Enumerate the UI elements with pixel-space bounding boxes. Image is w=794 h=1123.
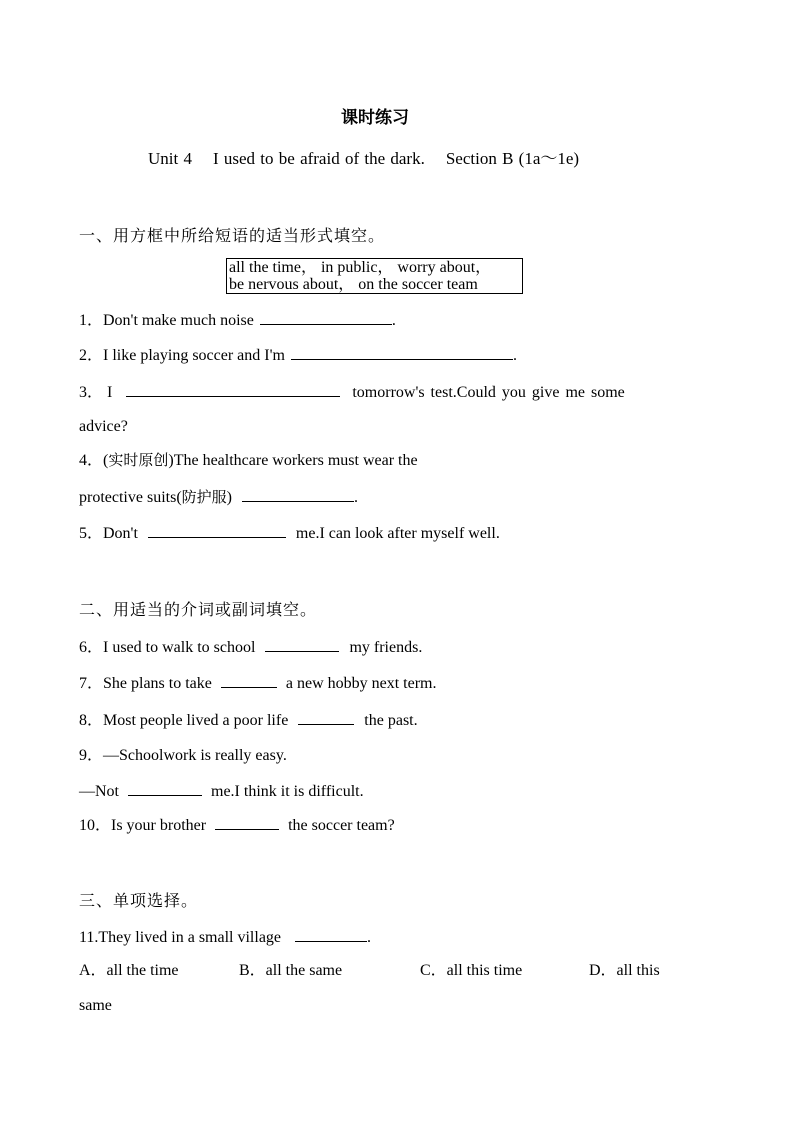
question-5 <box>79 523 500 544</box>
option-c[interactable]: C．all this time <box>420 962 523 979</box>
phrase-box <box>226 258 523 294</box>
page-title: 课时练习 <box>341 108 409 127</box>
option-d-continued: same <box>79 997 112 1014</box>
option-d[interactable]: D．all this <box>589 962 660 979</box>
question-1-text: 1．Don't make much noise <box>79 312 254 329</box>
question-8-text-after: the past. <box>364 712 418 729</box>
question-3 <box>79 382 679 403</box>
question-6-text-after: my friends. <box>349 639 423 656</box>
option-a[interactable]: A．all the time <box>79 962 179 979</box>
question-9-response <box>79 781 364 802</box>
question-4-cont-cn: 防护服 <box>181 488 227 506</box>
question-4-text: )The healthcare workers must wear the <box>168 452 418 469</box>
question-4-continued <box>79 487 358 508</box>
question-3-text-after: tomorrow's test.Could you give me some <box>352 384 625 401</box>
question-10-text: 10．Is your brother <box>79 817 207 834</box>
question-2-end: . <box>512 347 517 364</box>
answer-blank-4[interactable] <box>242 487 354 502</box>
section1-heading: 一、用方框中所给短语的适当形式填空。 <box>79 226 386 245</box>
section2-heading: 二、用适当的介词或副词填空。 <box>79 600 318 619</box>
question-4-cont-close: ) <box>226 489 232 506</box>
question-9-response-after: me.I think it is difficult. <box>211 783 364 800</box>
question-1-end: . <box>391 312 396 329</box>
answer-blank-7[interactable] <box>221 673 277 688</box>
answer-blank-5[interactable] <box>148 523 286 538</box>
phrase-box-line-2: be nervous about， on the soccer team <box>229 276 478 293</box>
question-2-text: 2．I like playing soccer and I'm <box>79 347 285 364</box>
question-8 <box>79 710 418 731</box>
answer-blank-1[interactable] <box>260 310 392 325</box>
question-11-options <box>79 961 679 981</box>
question-3-continued: advice? <box>79 418 128 435</box>
answer-blank-10[interactable] <box>215 815 279 830</box>
option-b[interactable]: B．all the same <box>239 962 343 979</box>
question-6-text: 6．I used to walk to school <box>79 639 256 656</box>
question-9: 9．—Schoolwork is really easy. <box>79 747 287 764</box>
answer-blank-11[interactable] <box>295 927 367 942</box>
question-4-number: 4．( <box>79 452 109 469</box>
question-4-tag: 实时原创 <box>108 451 169 469</box>
answer-blank-3[interactable] <box>126 382 340 397</box>
answer-blank-8[interactable] <box>298 710 354 725</box>
question-11 <box>79 927 371 948</box>
phrase-box-line-1: all the time， in public， worry about， <box>229 259 492 276</box>
question-10-text-after: the soccer team? <box>288 817 395 834</box>
question-5-text: 5．Don't <box>79 525 138 542</box>
answer-blank-6[interactable] <box>265 637 339 652</box>
answer-blank-9[interactable] <box>128 781 202 796</box>
question-6 <box>79 637 422 658</box>
question-4 <box>79 450 418 471</box>
question-7 <box>79 673 437 694</box>
question-4-end: . <box>353 489 358 506</box>
question-9-response-text: —Not <box>79 783 119 800</box>
question-1 <box>79 310 396 331</box>
section3-heading: 三、单项选择。 <box>79 891 199 910</box>
question-4-cont-text: protective suits( <box>79 489 182 506</box>
question-11-end: . <box>367 929 372 946</box>
page-subtitle: Unit 4 I used to be afraid of the dark. Section B (1a～1e) <box>148 149 580 168</box>
question-3-text: 3． I <box>79 384 113 401</box>
question-7-text: 7．She plans to take <box>79 675 212 692</box>
question-8-text: 8．Most people lived a poor life <box>79 712 289 729</box>
question-2 <box>79 345 517 366</box>
answer-blank-2[interactable] <box>291 345 513 360</box>
question-5-text-after: me.I can look after myself well. <box>295 525 500 542</box>
question-10 <box>79 815 395 836</box>
question-11-text: 11.They lived in a small village <box>79 929 282 946</box>
question-7-text-after: a new hobby next term. <box>285 675 437 692</box>
